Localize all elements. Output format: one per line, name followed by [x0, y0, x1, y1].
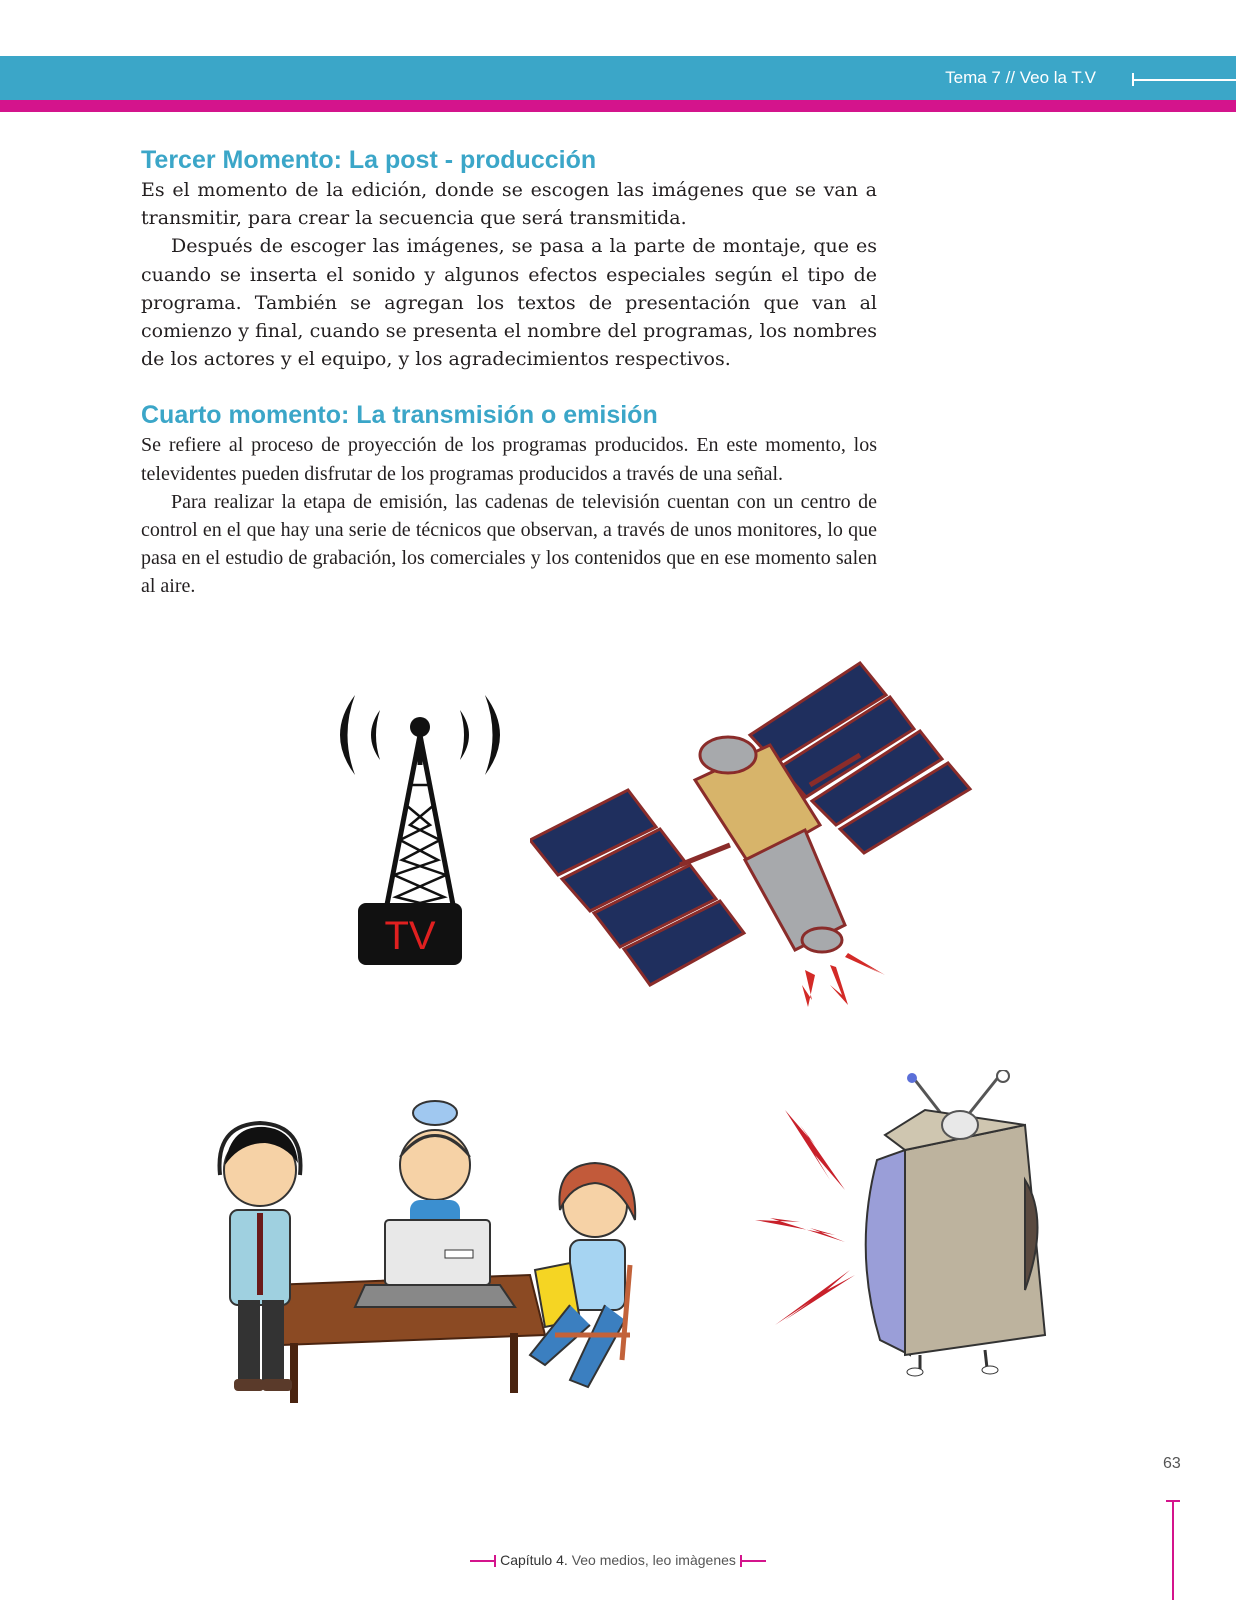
control-room-technicians — [210, 1095, 680, 1435]
paragraph: Después de escoger las imágenes, se pasa a la parte de montaje, que es cuando se inserta el sonido y algunos efectos especiales según el tipo de programa. También se agregan los textos de presentación que van al comienzo y final, cuando se presenta el nombre del programas, los nombres de los actores y el equipo, y los agradecimientos respectivos. — [141, 235, 877, 371]
main-content — [141, 144, 877, 601]
margin-rule — [1172, 1500, 1174, 1600]
header-accent-stripe — [0, 100, 1236, 112]
section-heading: Tercer Momento: La post - producción — [141, 146, 597, 174]
footer — [0, 1552, 1236, 1568]
paragraph: Para realizar la etapa de emisión, las cadenas de televisión cuentan con un centro de control en el que hay una serie de técnicos que observan, a través de unos monitores, lo que pasa en el estudio de grabación, los comerciales y los contenidos que en ese momento salen al aire. — [141, 490, 877, 598]
section-heading: Cuarto momento: La transmisión o emisión — [141, 401, 658, 430]
paragraph: Es el momento de la edición, donde se escogen las imágenes que se van a transmitir, para crear la secuencia que será transmitida. — [141, 179, 877, 230]
footer-chapter-label: Capítulo 4. — [500, 1552, 568, 1568]
header-rule — [1132, 79, 1236, 81]
section-transmission — [141, 399, 877, 600]
footer-rule-left — [470, 1560, 496, 1562]
header-rule-tick — [1132, 73, 1134, 86]
paragraph: Se refiere al proceso de proyección de los programas producidos. En este momento, los televidentes pueden disfrutar de los programas producidos a través de una señal. — [141, 434, 877, 485]
footer-rule-right — [740, 1560, 766, 1562]
broadcast-tower-icon — [320, 675, 520, 985]
section-post-production — [141, 144, 877, 373]
header-title: Tema 7 // Veo la T.V — [945, 68, 1096, 87]
satellite-icon — [530, 655, 990, 1025]
television-set-icon — [755, 1070, 1065, 1390]
footer-chapter-title: Veo medios, leo imàgenes — [571, 1552, 736, 1568]
page-number: 63 — [1163, 1455, 1181, 1472]
tower-tv-label: TV — [384, 914, 436, 958]
